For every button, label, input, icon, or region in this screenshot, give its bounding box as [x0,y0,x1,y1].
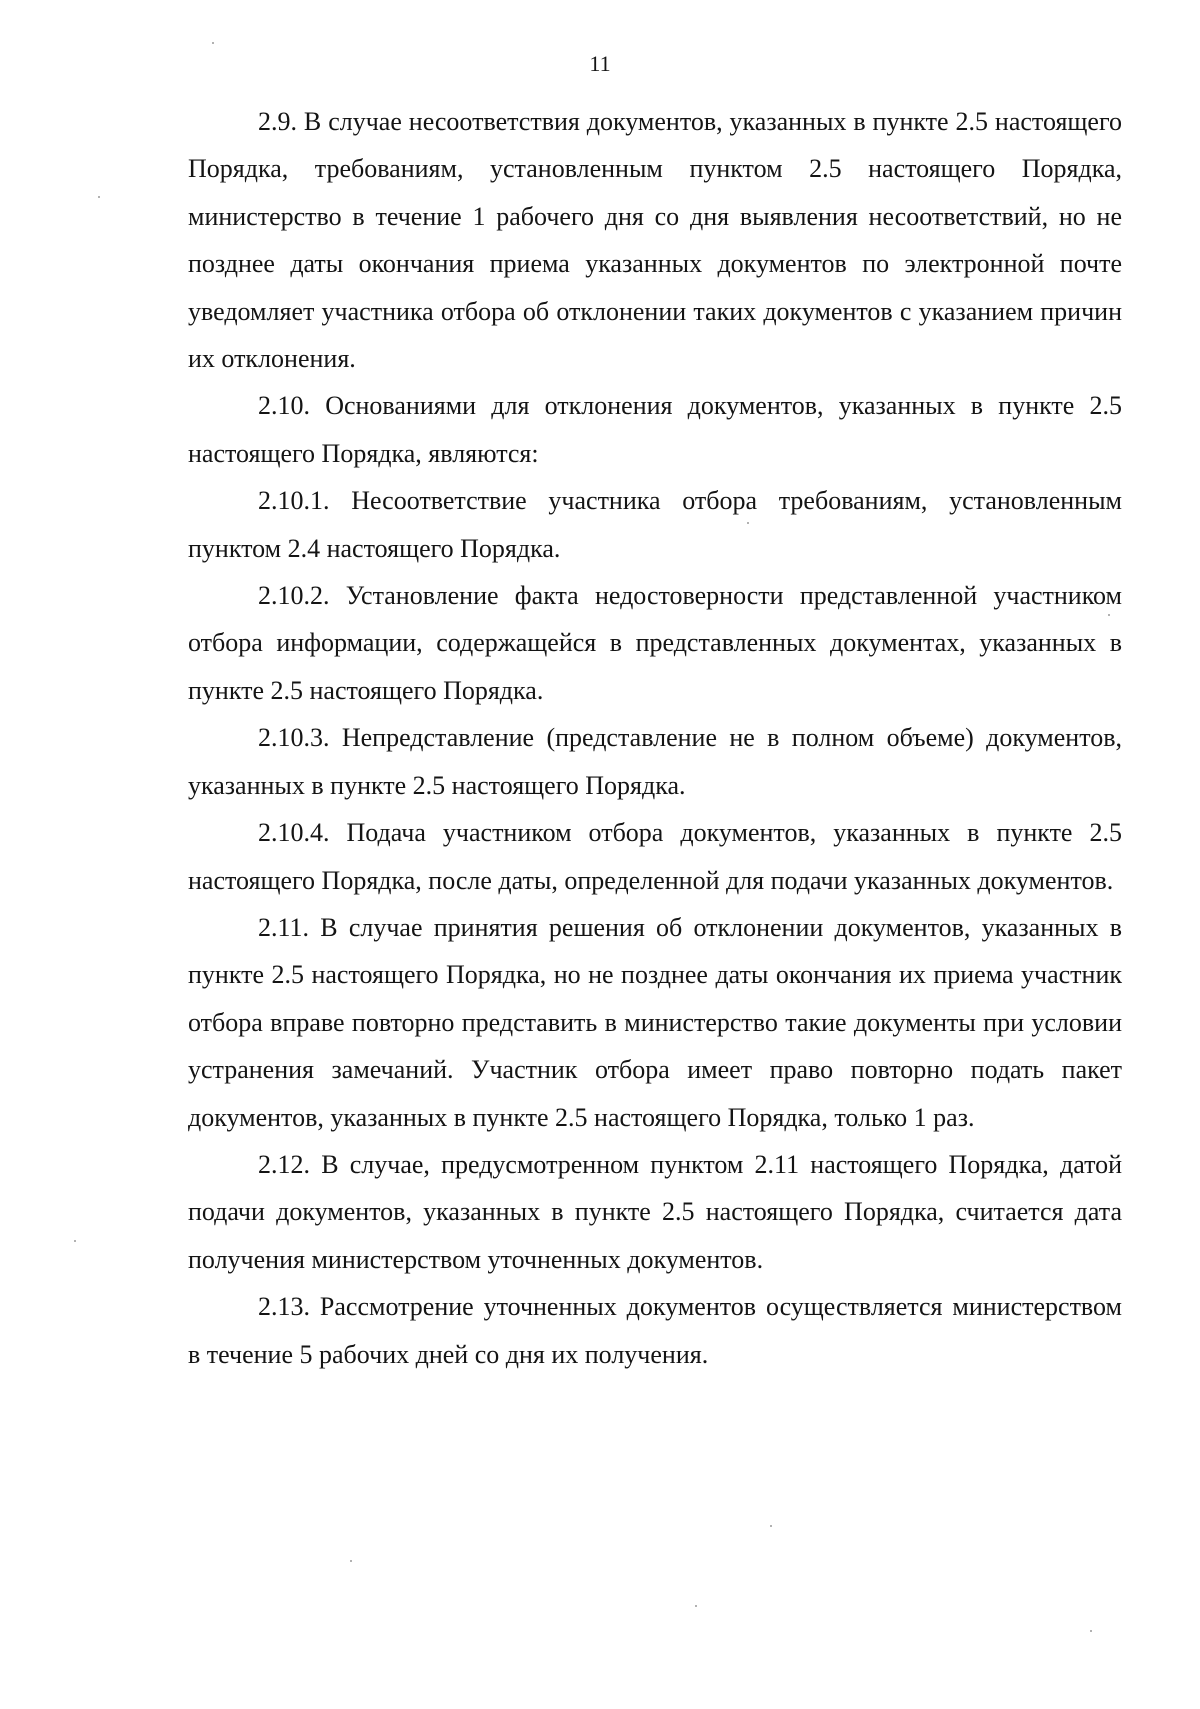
paragraph-2-10: 2.10. Основаниями для отклонения документов, указанных в пункте 2.5 настоящего Порядка, являются: [188,391,1122,468]
scan-speck [747,522,749,524]
paragraph-2-10-1: 2.10.1. Несоответствие участника отбора требованиям, установленным пунктом 2.4 настоящего Порядка. [188,486,1122,563]
paragraph-2-12: 2.12. В случае, предусмотренном пунктом 2.11 настоящего Порядка, датой подачи документов, указанных в пункте 2.5 настоящего Порядка, считается дата получения министерством уточненных документов. [188,1149,1122,1274]
scan-speck [98,196,100,198]
paragraph-2-10-3: 2.10.3. Непредставление (представление не в полном объеме) документов, указанных в пункте 2.5 настоящего Порядка. [188,723,1122,800]
scan-speck [350,1560,352,1562]
scan-speck [695,1605,697,1607]
paragraph-2-9: 2.9. В случае несоответствия документов, указанных в пункте 2.5 настоящего Порядка, требованиям, установленным пунктом 2.5 настоящего Порядка, министерство в течение 1 рабочего дня со дня выявления несоответствий, но не позднее даты окончания приема указанных документов по электронной почте уведомляет участника отбора об отклонении таких документов с указанием причин их отклонения. [188,107,1122,374]
scan-speck [212,42,214,44]
paragraph-2-10-4: 2.10.4. Подача участником отбора документов, указанных в пункте 2.5 настоящего Порядка, после даты, определенной для подачи указанных документов. [188,818,1122,895]
scan-speck [1108,614,1110,616]
paragraph-2-13: 2.13. Рассмотрение уточненных документов осуществляется министерством в течение 5 рабочих дней со дня их получения. [188,1292,1122,1369]
paragraph-2-11: 2.11. В случае принятия решения об отклонении документов, указанных в пункте 2.5 настоящего Порядка, но не позднее даты окончания их приема участник отбора вправе повторно представить в министерство такие документы при условии устранения замечаний. Участник отбора имеет право повторно подать пакет документов, указанных в пункте 2.5 настоящего Порядка, только 1 раз. [188,912,1122,1132]
scan-speck [770,1525,772,1527]
paragraph-2-10-2: 2.10.2. Установление факта недостоверности представленной участником отбора информации, содержащейся в представленных документах, указанных в пункте 2.5 настоящего Порядка. [188,581,1122,705]
page-number: 11 [589,51,611,76]
scan-speck [1090,1630,1092,1632]
document-body [188,98,1122,1378]
scan-speck [74,1240,76,1242]
